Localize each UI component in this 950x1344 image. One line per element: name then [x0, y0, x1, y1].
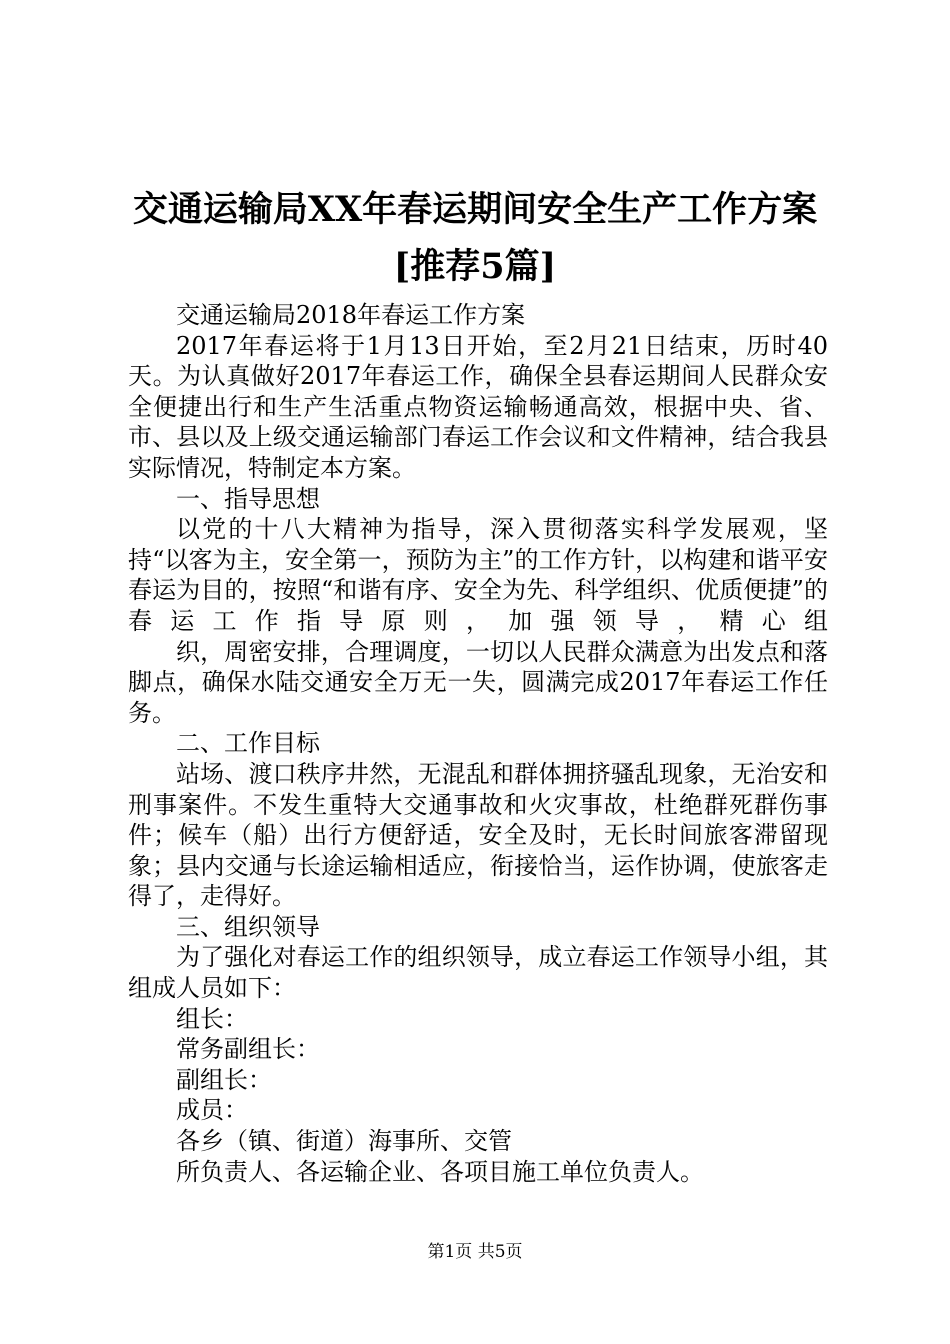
paragraph-work-goals: 站场、渡口秩序井然，无混乱和群体拥挤骚乱现象，无治安和刑事案件。不发生重特大交通事故和火灾事故，杜绝群死群伤事件；候车（船）出行方便舒适，安全及时，无长时间旅客滞留现象；县内交通与长途运输相适应，衔接恰当，运作协调，使旅客走得了，走得好。 — [128, 759, 828, 911]
document-title-line-2: [推荐5篇] — [393, 246, 557, 287]
paragraph-guiding-ideology: 以党的十八大精神为指导，深入贯彻落实科学发展观，坚持“以客为主，安全第一，预防为主”的工作方针，以构建和谐平安春运为目的，按照“和谐有序、安全为先、科学组织、优质便捷”的春运工作指导原则，加强领导，精心组 — [128, 515, 828, 635]
section-heading-guiding-ideology: 一、指导思想 — [176, 484, 320, 513]
document-body — [128, 300, 828, 1187]
document-title-line-1: 交通运输局XX年春运期间安全生产工作方案 — [132, 189, 818, 230]
list-item-members: 成员： — [176, 1096, 248, 1125]
list-item-deputy: 副组长： — [176, 1065, 272, 1094]
list-item-members-detail-2: 所负责人、各运输企业、各项目施工单位负责人。 — [176, 1157, 704, 1186]
paragraph-organization: 为了强化对春运工作的组织领导，成立春运工作领导小组，其组成人员如下： — [128, 943, 828, 1003]
paragraph-intro: 2017年春运将于1月13日开始，至2月21日结束，历时40天。为认真做好2017年春运工作，确保全县春运期间人民群众安全便捷出行和生产生活重点物资运输畅通高效，根据中央、省、市、县以及上级交通运输部门春运工作会议和文件精神，结合我县实际情况，特制定本方案。 — [128, 331, 828, 482]
section-heading-plan: 交通运输局2018年春运工作方案 — [176, 301, 526, 329]
section-heading-organization: 三、组织领导 — [176, 912, 320, 941]
list-item-leader: 组长： — [176, 1004, 248, 1033]
paragraph-guiding-ideology-cont: 织，周密安排，合理调度，一切以人民群众满意为出发点和落脚点，确保水陆交通安全万无一失，圆满完成2017年春运工作任务。 — [128, 637, 828, 727]
section-heading-work-goals: 二、工作目标 — [176, 729, 320, 758]
page-number-footer: 第1页 共5页 — [427, 1242, 523, 1262]
list-item-executive-deputy: 常务副组长： — [176, 1035, 320, 1064]
list-item-members-detail-1: 各乡（镇、街道）海事所、交管 — [176, 1127, 512, 1156]
